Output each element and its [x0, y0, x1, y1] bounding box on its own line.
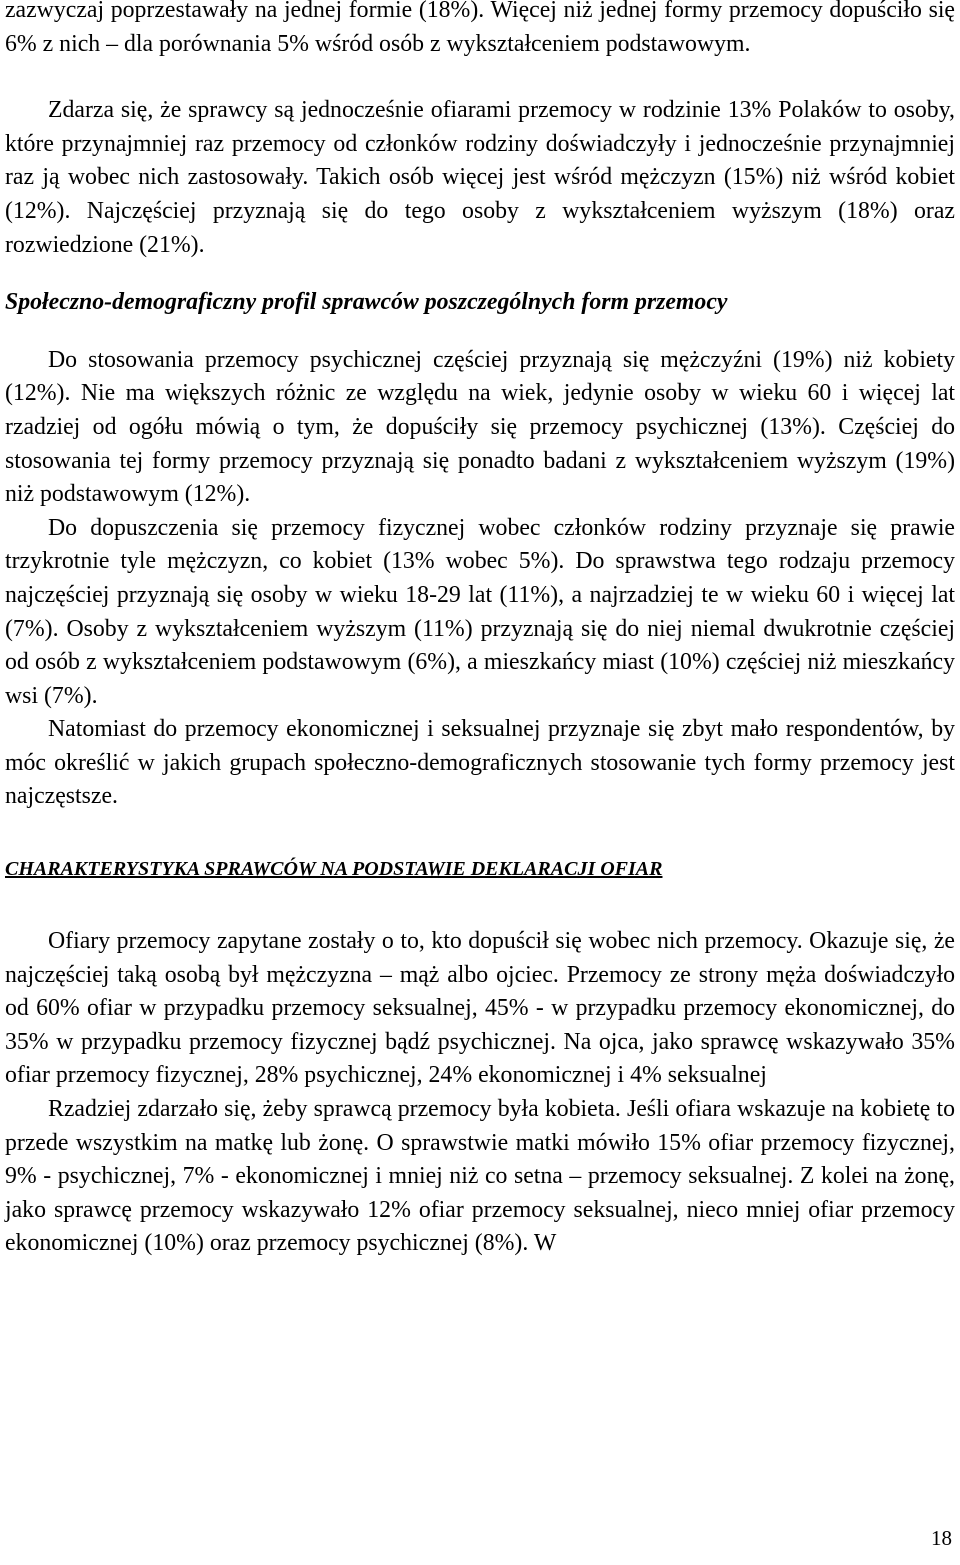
paragraph-physical-violence: Do dopuszczenia się przemocy fizycznej wobec członków rodziny przyznaje się prawie trzykrotnie tyle mężczyzn, co kobiet (13% wobec 5%). Do sprawstwa tego rodzaju przemocy najczęściej przyznają się osoby w wieku 18-29 lat (11%), a najrzadziej te w wieku 60 i więcej lat (7%). Osoby z wykształceniem wyższym (11%) przyznają się do niej niemal dwukrotnie częściej od osób z wykształceniem podstawowym (6%), a mieszkańcy miast (10%) częściej niż mieszkańcy wsi (7%).	[5, 514, 955, 709]
section-heading-victims-declarations: CHARAKTERYSTYKA SPRAWCÓW NA PODSTAWIE DEKLARACJI OFIAR	[5, 858, 663, 881]
subheading-demographic-profile: Społeczno-demograficzny profil sprawców poszczególnych form przemocy	[5, 289, 728, 316]
paragraph-economic-sexual-violence: Natomiast do przemocy ekonomicznej i seksualnej przyznaje się zbyt mało respondentów, by móc określić w jakich grupach społeczno-demograficznych stosowanie tych formy przemocy jest najczęstsze.	[5, 716, 955, 810]
paragraph-perpetrators-victims: Zdarza się, że sprawcy są jednocześnie ofiarami przemocy w rodzinie 13% Polaków to osoby, które przynajmniej raz przemocy od członków rodziny doświadczyły i jednocześnie przynajmniej raz ją wobec nich zastosowały. Takich osób więcej jest wśród mężczyzn (15%) niż wśród kobiet (12%). Najczęściej przyznają się do tego osoby z wykształceniem wyższym (18%) oraz rozwiedzione (21%).	[5, 97, 955, 258]
page-number: 18	[931, 1526, 952, 1550]
document-page	[5, 0, 955, 1261]
paragraph-psychological-violence: Do stosowania przemocy psychicznej częściej przyznają się mężczyźni (19%) niż kobiety (12%). Nie ma większych różnic ze względu na wiek, jedynie osoby w wieku 60 i więcej lat rzadziej od ogółu mówią o tym, że dopuściły się przemocy psychicznej (13%). Częściej do stosowania tej formy przemocy przyznają się ponadto badani z wykształceniem wyższym (19%) niż podstawowym (12%).	[5, 346, 955, 508]
paragraph-female-perpetrators: Rzadziej zdarzało się, żeby sprawcą przemocy była kobieta. Jeśli ofiara wskazuje na kobietę to przede wszystkim na matkę lub żonę. O sprawstwie matki mówiło 15% ofiar przemocy fizycznej, 9% - psychicznej, 7% - ekonomicznej i mniej niż co setna – przemocy seksualnej. Z kolei na żonę, jako sprawcę przemocy wskazywało 12% ofiar przemocy seksualnej, nieco mniej ofiar przemocy ekonomicznej (10%) oraz przemocy psychicznej (8%). W	[5, 1096, 955, 1257]
paragraph-victims-asked: Ofiary przemocy zapytane zostały o to, kto dopuścił się wobec nich przemocy. Okazuje się, że najczęściej taką osobą był mężczyzna – mąż albo ojciec. Przemocy ze strony męża doświadczyło od 60% ofiar w przypadku przemocy seksualnej, 45% - w przypadku przemocy ekonomicznej, do 35% w przypadku przemocy fizycznej bądź psychicznej. Na ojca, jako sprawcę wskazywało 35% ofiar przemocy fizycznej, 28% psychicznej, 24% ekonomicznej i 4% seksualnej	[5, 928, 955, 1089]
paragraph-continuation: zazwyczaj poprzestawały na jednej formie (18%). Więcej niż jednej formy przemocy dopuściło się 6% z nich – dla porównania 5% wśród osób z wykształceniem podstawowym.	[5, 0, 955, 57]
